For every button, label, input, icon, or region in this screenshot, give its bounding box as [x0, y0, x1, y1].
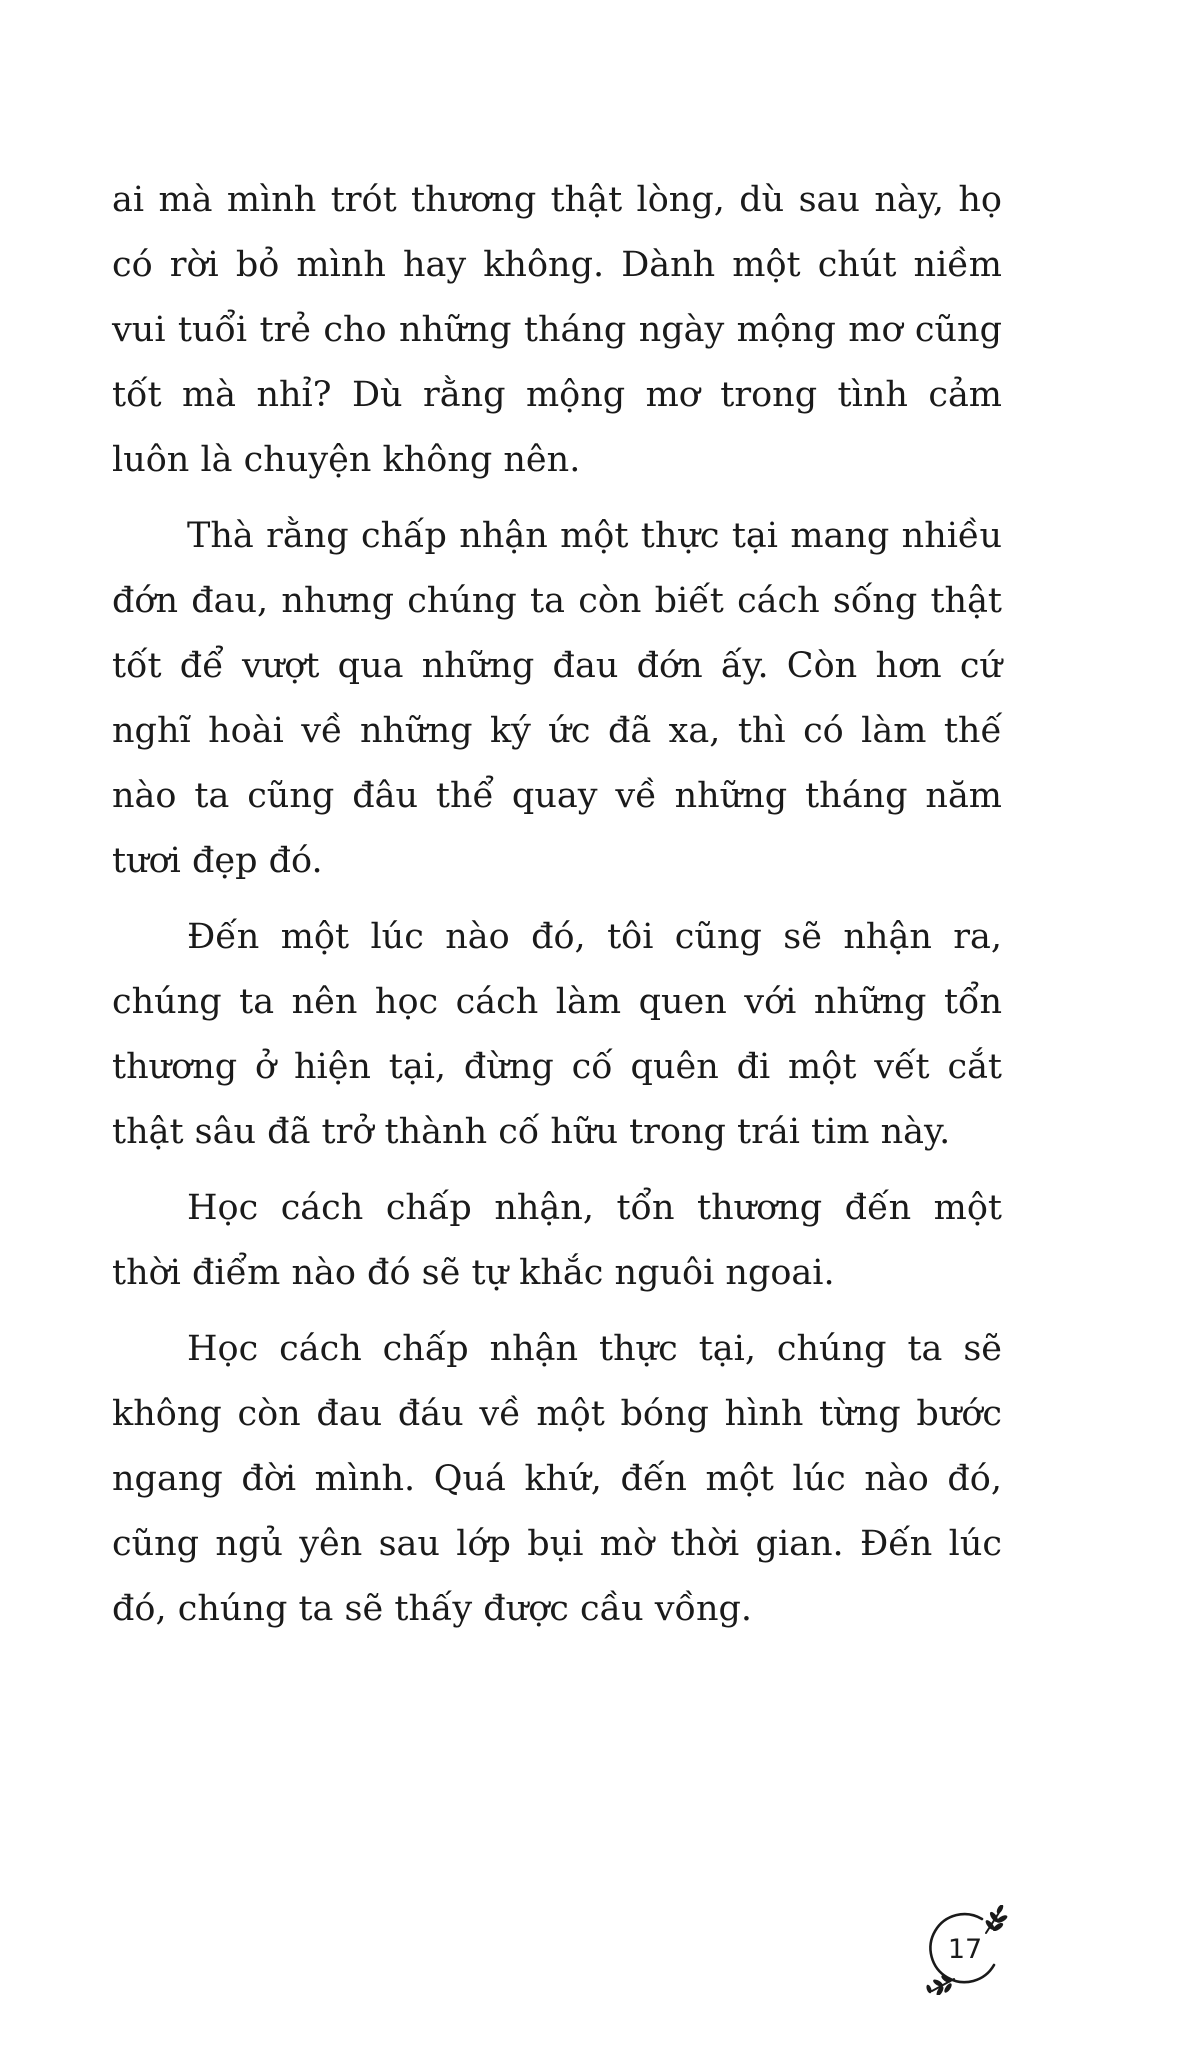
paragraph-2: Thà rằng chấp nhận một thực tại mang nhiều đớn đau, nhưng chúng ta còn biết cách sống thật tốt để vượt qua những đau đớn ấy. Còn hơn cứ nghĩ hoài về những ký ức đã xa, thì có làm thế nào ta cũng đâu thể quay về những tháng năm tươi đẹp đó. — [112, 516, 1002, 881]
body-text — [112, 168, 1002, 1653]
paragraph-1: ai mà mình trót thương thật lòng, dù sau này, họ có rời bỏ mình hay không. Dành một chút niềm vui tuổi trẻ cho những tháng ngày mộng mơ cũng tốt mà nhỉ? Dù rằng mộng mơ trong tình cảm luôn là chuyện không nên. — [112, 180, 1002, 480]
paragraph-5: Học cách chấp nhận thực tại, chúng ta sẽ không còn đau đáu về một bóng hình từng bước ngang đời mình. Quá khứ, đến một lúc nào đó, cũng ngủ yên sau lớp bụi mờ thời gian. Đến lúc đó, chúng ta sẽ thấy được cầu vồng. — [112, 1329, 1002, 1629]
paragraph-4: Học cách chấp nhận, tổn thương đến một thời điểm nào đó sẽ tự khắc nguôi ngoai. — [112, 1188, 1002, 1293]
page-number: 17 — [947, 1934, 983, 1965]
page-number-badge — [920, 1905, 1010, 1995]
paragraph-3: Đến một lúc nào đó, tôi cũng sẽ nhận ra, chúng ta nên học cách làm quen với những tổn thương ở hiện tại, đừng cố quên đi một vết cắt thật sâu đã trở thành cố hữu trong trái tim này. — [112, 917, 1002, 1152]
